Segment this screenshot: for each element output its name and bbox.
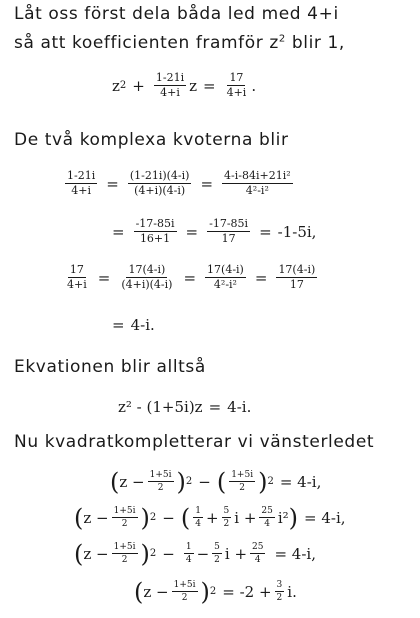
cs4-z: z − [143, 582, 169, 601]
eq2-left: z² - (1+5i)z [118, 398, 203, 416]
eq1-coef-num: 1-21i [155, 71, 185, 84]
cs2-close2: ) [288, 503, 299, 532]
cs1-close2: ) [258, 467, 268, 496]
cs2-f1n: 1 [195, 506, 201, 516]
cs1-minus: − [198, 472, 211, 491]
q1-m2-num: 4-i-84i+21i² [224, 169, 291, 182]
cs2-f1d: 4 [195, 519, 201, 529]
cs3-sq: 2 [149, 548, 157, 559]
cs3-z: z − [83, 544, 109, 563]
cs2-frac [112, 506, 138, 529]
q1-lhs [65, 170, 97, 197]
eq1-rhs-den: 4+i [226, 86, 247, 99]
q2-eq3: = [254, 268, 268, 287]
cs4-fn: 3 [276, 580, 283, 590]
q2-eq1: = [97, 268, 111, 287]
eq1-end: . [251, 76, 257, 95]
heading-complete-square: Nu kvadratkompletterar vi vänsterledet [14, 432, 375, 452]
eq1-z2: z [189, 76, 197, 95]
q1-m2-den: 4²-i² [245, 184, 269, 197]
cs4-close: ) [200, 577, 210, 606]
cs3-minus2: − [196, 544, 210, 563]
cs3-close: ) [140, 539, 150, 568]
q2-m3 [276, 264, 317, 291]
cs1-z: z − [119, 472, 145, 491]
square-line-3 [74, 539, 316, 568]
eq1-sq: 2 [119, 80, 127, 91]
q2-lhs-den: 4+i [67, 278, 87, 291]
cs1-open: ( [110, 467, 120, 496]
cs2-open: ( [74, 503, 84, 532]
cs2-f3n: 25 [261, 506, 273, 516]
eq2-eq: = [208, 398, 222, 416]
q1-m2 [222, 170, 293, 197]
quotient1-row2 [106, 218, 316, 245]
cs2-open2: ( [180, 503, 191, 532]
cs3-f2d: 2 [214, 555, 220, 565]
q2-eq2: = [183, 268, 197, 287]
cs3-frac [112, 542, 138, 565]
eq1-rhs-fraction [225, 72, 249, 99]
equation-divided [112, 72, 256, 99]
cs1-num2: 1+5i [231, 470, 254, 480]
intro-line-2-text: så att koefficienten framför z [14, 33, 279, 53]
q2r2-eq: = [112, 316, 125, 334]
q1-m1-den: (4+i)(4-i) [134, 184, 186, 197]
q1-r2a-den: 16+1 [139, 232, 171, 245]
square-line-2 [74, 503, 346, 532]
q2-lhs [65, 264, 89, 291]
cs3-i: i + [224, 544, 248, 563]
cs1-den2: 2 [239, 483, 245, 493]
q2-m2-den: 4²-i² [213, 278, 237, 291]
q2-m1-den: (4+i)(4-i) [121, 278, 173, 291]
q1-r2b [207, 218, 250, 245]
cs4-open: ( [134, 577, 144, 606]
q1-lhs-den: 4+i [71, 184, 91, 197]
eq1-z: z [112, 76, 120, 95]
cs3-f1d: 4 [185, 555, 192, 565]
cs2-right: = 4-i, [304, 508, 346, 527]
q1-eq1: = [106, 174, 119, 193]
q2-m3-num: 17(4-i) [278, 263, 316, 276]
cs2-f2 [222, 506, 232, 529]
quotient2-row1 [62, 264, 320, 291]
cs2-z: z − [83, 508, 109, 527]
cs4-right: = -2 + [222, 582, 272, 601]
cs4-frac [172, 580, 198, 603]
cs3-f3d: 4 [254, 555, 261, 565]
cs1-frac2 [229, 470, 255, 493]
cs1-sq: 2 [185, 476, 193, 487]
cs3-f1n: 1 [185, 542, 192, 552]
cs3-f2 [212, 542, 222, 565]
cs3-num: 1+5i [113, 542, 136, 552]
q2-m1-num: 17(4-i) [128, 263, 166, 276]
cs1-close: ) [176, 467, 186, 496]
q1-r2a [134, 218, 177, 245]
cs2-sq: 2 [149, 512, 157, 523]
cs3-right: = 4-i, [274, 544, 316, 563]
cs2-f3d: 4 [264, 519, 270, 529]
quotient1-row1 [62, 170, 296, 197]
cs1-right: = 4-i, [279, 472, 322, 491]
q1-m1-num: (1-21i)(4-i) [129, 169, 190, 182]
cs2-close: ) [140, 503, 150, 532]
intro-line-1: Låt oss först dela båda led med 4+i [14, 4, 339, 24]
q1-r2b-den: 17 [221, 232, 236, 245]
q1-lhs-num: 1-21i [67, 169, 96, 182]
cs3-minus: − [162, 544, 175, 563]
intro-line-2-end: blir 1, [285, 33, 345, 53]
q2-m1 [119, 264, 174, 291]
quotient2-row2 [106, 316, 155, 334]
eq1-coef-fraction [154, 72, 186, 99]
eq2-right: 4-i. [227, 398, 252, 416]
cs3-f3n: 25 [252, 542, 264, 552]
cs2-f1 [193, 506, 203, 529]
cs2-f2d: 2 [223, 519, 230, 529]
cs2-minus: − [162, 508, 175, 527]
cs4-fd: 2 [276, 593, 283, 603]
q1-m1 [128, 170, 192, 197]
q2-result: 4-i. [130, 316, 155, 334]
cs1-num: 1+5i [149, 470, 172, 480]
cs1-den: 2 [157, 483, 164, 493]
q1r2-eq0: = [112, 222, 125, 241]
square-line-4 [134, 577, 297, 606]
q2-m3-den: 17 [289, 278, 304, 291]
cs2-plus1: + [205, 508, 219, 527]
square-line-1 [110, 467, 322, 496]
cs3-f2n: 5 [214, 542, 220, 552]
cs3-open: ( [74, 539, 84, 568]
q1r2-eq2: = [259, 222, 272, 241]
q1-eq2: = [200, 174, 214, 193]
eq1-rhs-num: 17 [229, 71, 244, 84]
q2-m2-num: 17(4-i) [207, 263, 244, 276]
q1r2-eq1: = [185, 222, 199, 241]
eq1-coef-den: 4+i [160, 86, 180, 99]
cs3-f3 [250, 542, 265, 565]
cs2-i: i + [234, 508, 257, 527]
heading-equation: Ekvationen blir alltså [14, 357, 206, 377]
cs2-num: 1+5i [113, 506, 136, 516]
eq1-plus: + [132, 76, 145, 95]
cs2-den: 2 [121, 519, 128, 529]
cs4-den: 2 [181, 593, 188, 603]
cs1-open2: ( [216, 467, 227, 496]
cs4-num: 1+5i [173, 580, 196, 590]
q1-r2b-num: -17-85i [209, 217, 249, 230]
cs4-end: i. [287, 582, 297, 601]
cs2-f2n: 5 [223, 506, 230, 516]
q2-m2 [205, 264, 246, 291]
heading-quotients: De två komplexa kvoterna blir [14, 130, 289, 150]
intro-exponent: 2 [278, 33, 286, 45]
q1-r2a-num: -17-85i [135, 217, 175, 230]
cs2-f3 [259, 506, 274, 529]
cs3-den: 2 [121, 555, 128, 565]
cs3-f1 [184, 542, 194, 565]
equation-final [118, 398, 251, 416]
cs1-sq2: 2 [267, 476, 274, 487]
cs2-i2: i² [277, 508, 289, 527]
cs1-frac [148, 470, 174, 493]
intro-line-2 [14, 33, 345, 53]
eq1-equals: = [203, 76, 216, 95]
cs4-f [275, 580, 285, 603]
q1-result: -1-5i, [277, 222, 317, 241]
q2-lhs-num: 17 [69, 263, 84, 276]
cs4-sq: 2 [209, 586, 217, 597]
